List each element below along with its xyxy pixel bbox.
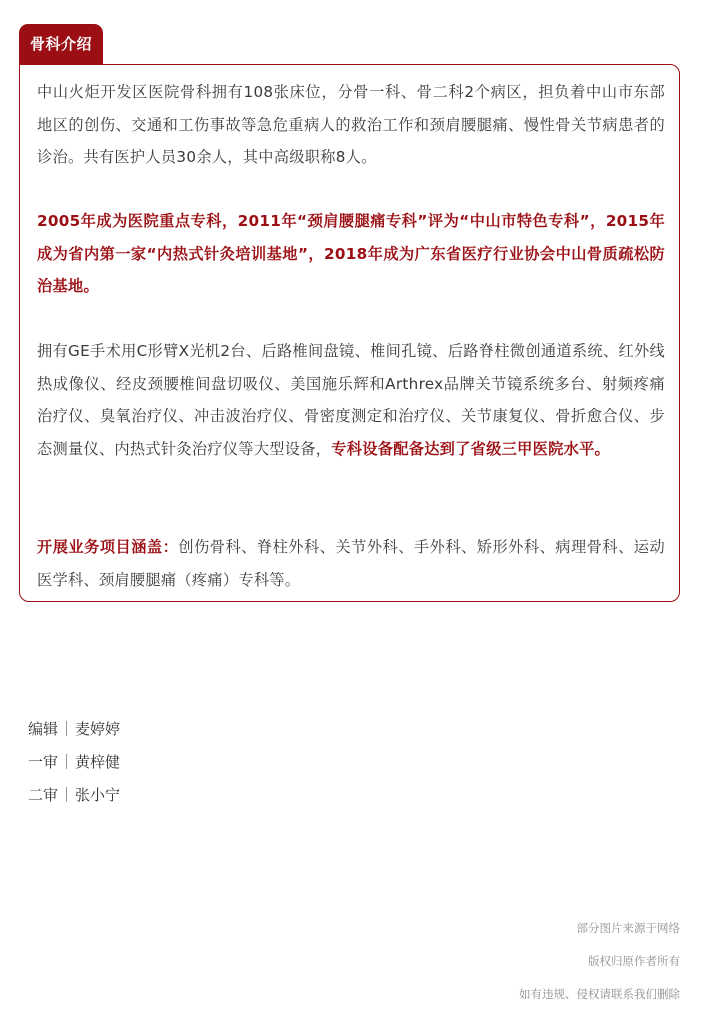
intro-paragraph-overview: 中山火炬开发区医院骨科拥有108张床位，分骨一科、骨二科2个病区，担负着中山市东部地区的创伤、交通和工伤事故等急危重病人的救治工作和颈肩腰腿痛、慢性骨关节病患者的诊治。共有医护人员30余人，其中高级职称8人。 [37, 83, 665, 166]
footer-line-contact: 如有违规、侵权请联系我们删除 [519, 987, 680, 1001]
services-text: 创伤骨科、脊柱外科、关节外科、手外科、矫形外科、病理骨科、运动医学科、颈肩腰腿痛（疼痛）专科等。 [37, 538, 665, 589]
equipment-highlight: 专科设备配备达到了省级三甲医院水平。 [331, 439, 611, 458]
credit-divider [66, 754, 67, 769]
credit-name: 张小宁 [75, 786, 121, 804]
intro-paragraph-equipment [37, 335, 665, 465]
services-label: 开展业务项目涵盖： [37, 538, 179, 556]
footer-line-source: 部分图片来源于网络 [576, 921, 680, 935]
footer-line-copyright: 版权归原作者所有 [588, 954, 680, 968]
credit-divider [66, 787, 67, 802]
credits-block [28, 713, 120, 812]
credit-name: 黄梓健 [75, 753, 121, 771]
intro-card [19, 64, 680, 602]
credit-name: 麦婷婷 [75, 720, 121, 738]
credit-row-first-review [28, 746, 120, 779]
section-title-tab [19, 24, 103, 64]
credit-row-second-review [28, 779, 120, 812]
intro-paragraph-milestones: 2005年成为医院重点专科，2011年“颈肩腰腿痛专科”评为“中山市特色专科”，2015年成为省内第一家“内热式针灸培训基地”，2018年成为广东省医疗行业协会中山骨质疏松防治基地。 [37, 212, 665, 295]
copyright-footer [519, 912, 680, 1011]
credit-row-editor [28, 713, 120, 746]
section-title: 骨科介绍 [29, 35, 92, 53]
credit-role: 二审 [28, 786, 59, 804]
equipment-text: 拥有GE手术用C形臂X光机2台、后路椎间盘镜、椎间孔镜、后路脊柱微创通道系统、红外线热成像仪、经皮颈腰椎间盘切吸仪、美国施乐辉和Arthrex品牌关节镜系统多台、射频疼痛治疗仪、臭氧治疗仪、冲击波治疗仪、骨密度测定和治疗仪、关节康复仪、骨折愈合仪、步态测量仪、内热式针灸治疗仪等大型设备， [37, 342, 665, 458]
credit-role: 编辑 [28, 720, 59, 738]
credit-role: 一审 [28, 753, 59, 771]
credit-divider [66, 721, 67, 736]
intro-paragraph-services [37, 531, 665, 596]
